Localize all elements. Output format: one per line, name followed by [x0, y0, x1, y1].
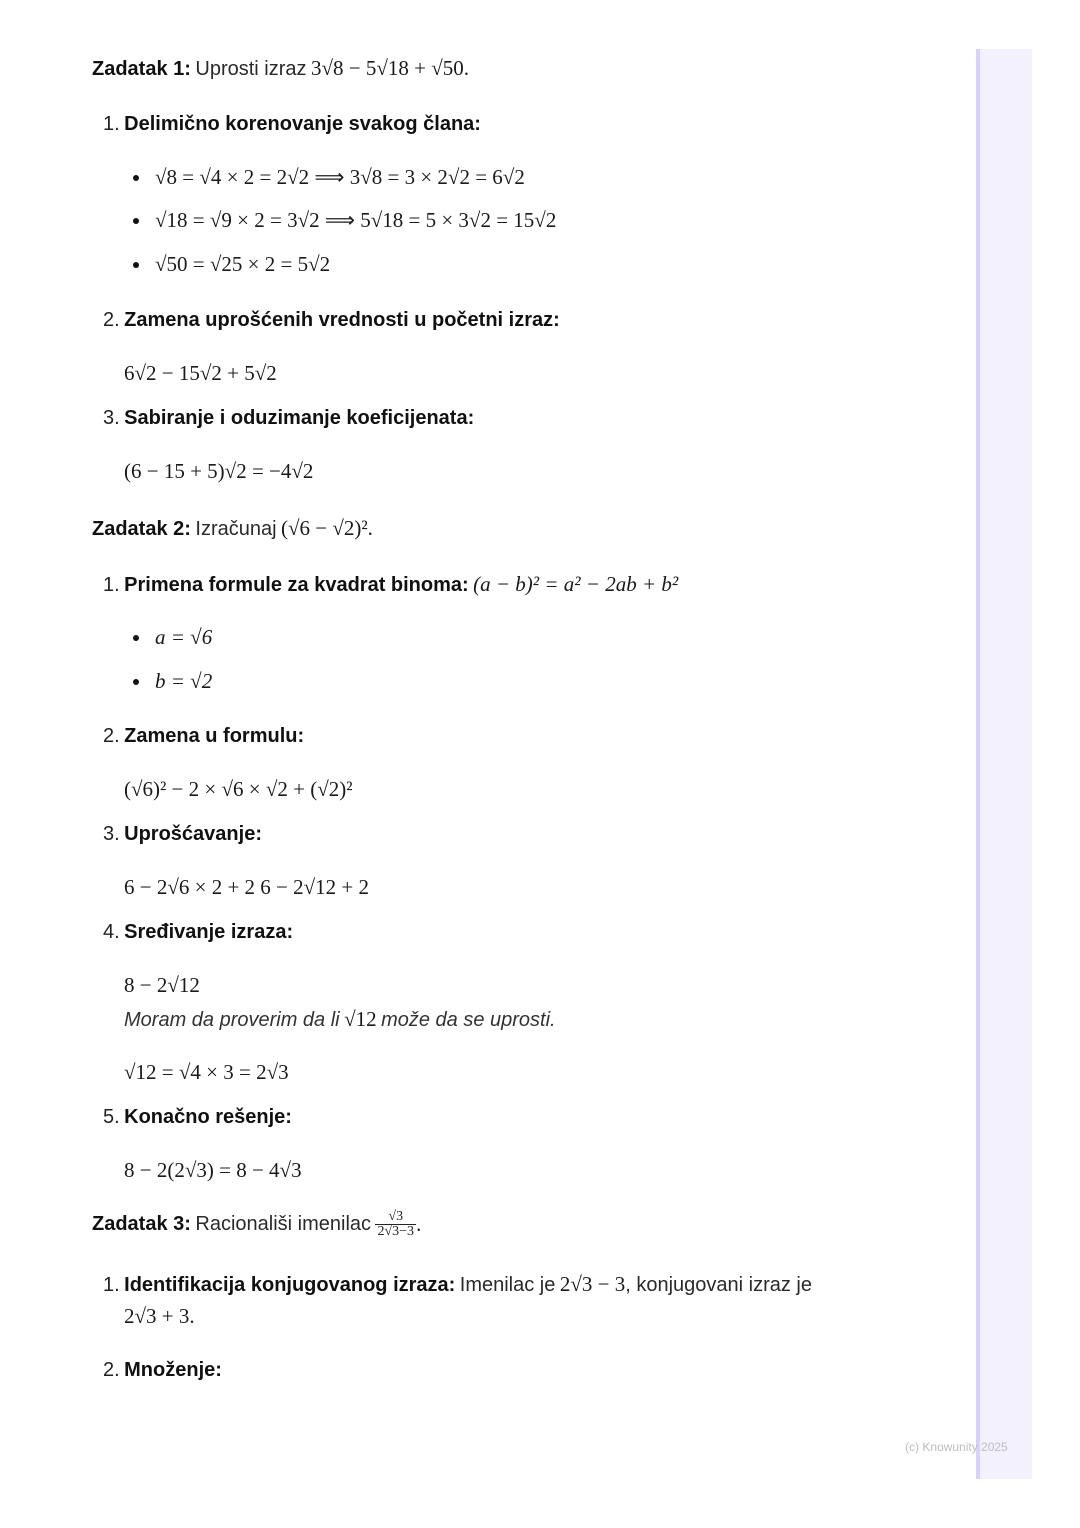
step-number: 1.	[103, 113, 120, 135]
math-expression: 6√2 − 15√2 + 5√2	[124, 361, 277, 385]
note-text: može da se uprosti.	[381, 1009, 556, 1031]
step-title: Množenje:	[124, 1359, 222, 1381]
task-1-expression: 3√8 − 5√18 + √50.	[310, 56, 469, 80]
task-1-text: Uprosti izraz	[195, 58, 307, 80]
task-2-step-3-expression	[124, 875, 369, 900]
task-3-fraction	[375, 1210, 416, 1239]
step-title: Uprošćavanje:	[124, 823, 262, 845]
note-text: Moram da proverim da li	[124, 1009, 340, 1031]
fraction-numerator: √3	[375, 1210, 416, 1225]
task-2-step-4-simplify	[124, 1060, 289, 1085]
task-2-expression: (√6 − √2)².	[281, 516, 373, 540]
step-number: 2.	[103, 1359, 120, 1381]
bullet-expression: √18 = √9 × 2 = 3√2 ⟹ 5√18 = 5 × 3√2 = 15√2	[155, 208, 557, 232]
task-3-step-2	[103, 1359, 222, 1382]
step-title: Sabiranje i oduzimanje koeficijenata:	[124, 407, 475, 429]
step-number: 5.	[103, 1106, 120, 1128]
step-number: 2.	[103, 725, 120, 747]
task-1-bullet-3	[133, 252, 330, 277]
task-1-bullet-2	[133, 208, 556, 233]
task-3-label: Zadatak 3:	[92, 1213, 191, 1235]
step-number: 4.	[103, 921, 120, 943]
period: .	[416, 1212, 422, 1236]
step-number: 2.	[103, 309, 120, 331]
step-number: 3.	[103, 823, 120, 845]
step-title: Delimično korenovanje svakog člana:	[124, 113, 481, 135]
note-math: √12	[344, 1007, 377, 1031]
step-text: , konjugovani izraz je	[625, 1274, 812, 1296]
math-expression: √12 = √4 × 3 = 2√3	[124, 1060, 289, 1084]
step-text: Imenilac je	[459, 1274, 556, 1296]
bullet-icon	[133, 262, 139, 268]
bullet-expression: √8 = √4 × 2 = 2√2 ⟹ 3√8 = 3 × 2√2 = 6√2	[155, 165, 525, 189]
bullet-expression: b = √2	[155, 669, 213, 693]
task-1-step-2-expression	[124, 361, 277, 386]
task-2-step-4	[103, 921, 293, 944]
step-number: 1.	[103, 574, 120, 596]
task-2-heading	[92, 516, 373, 541]
task-1-step-1	[103, 113, 481, 136]
task-2-label: Zadatak 2:	[92, 518, 191, 540]
task-1-step-3	[103, 407, 474, 430]
bullet-expression: √50 = √25 × 2 = 5√2	[155, 252, 331, 276]
math-expression: 8 − 2(2√3) = 8 − 4√3	[124, 1158, 302, 1182]
step-number: 3.	[103, 407, 120, 429]
copyright-watermark: (c) Knowunity 2025	[905, 1440, 1008, 1454]
bullet-icon	[133, 175, 139, 181]
step-title: Identifikacija konjugovanog izraza:	[124, 1274, 456, 1296]
task-3-heading	[92, 1210, 421, 1239]
step-title: Sređivanje izraza:	[124, 921, 294, 943]
task-1-step-2	[103, 309, 560, 332]
task-1-bullet-1	[133, 165, 525, 190]
page-margin-panel	[976, 49, 1032, 1479]
task-2-bullet-1	[133, 625, 212, 650]
task-2-note	[124, 1007, 556, 1032]
step-title: Primena formule za kvadrat binoma:	[124, 574, 469, 596]
math-expression: 6 − 2√6 × 2 + 2 6 − 2√12 + 2	[124, 875, 370, 899]
task-2-step-4-expression	[124, 973, 200, 998]
task-3-step-1	[103, 1272, 812, 1297]
task-3-text: Racionališi imenilac	[195, 1213, 372, 1235]
bullet-expression: a = √6	[155, 625, 213, 649]
task-2-text: Izračunaj	[195, 518, 277, 540]
task-1-step-3-expression	[124, 459, 313, 484]
step-number: 1.	[103, 1274, 120, 1296]
denominator-expression: 2√3 − 3	[559, 1272, 626, 1296]
fraction-denominator: 2√3−3	[377, 1224, 415, 1239]
step-title: Konačno rešenje:	[124, 1106, 292, 1128]
binomial-formula: (a − b)² = a² − 2ab + b²	[473, 572, 679, 596]
task-2-step-5	[103, 1106, 292, 1129]
task-2-step-2-expression	[124, 777, 353, 802]
task-2-bullet-2	[133, 669, 212, 694]
task-2-step-3	[103, 823, 262, 846]
page-margin-accent-line	[976, 49, 980, 1479]
task-2-step-2	[103, 725, 304, 748]
math-expression: 8 − 2√12	[124, 973, 200, 997]
task-1-label: Zadatak 1:	[92, 58, 191, 80]
task-3-conjugate	[124, 1304, 195, 1329]
conjugate-expression: 2√3 + 3.	[124, 1304, 195, 1328]
step-title: Zamena uprošćenih vrednosti u početni izraz:	[124, 309, 560, 331]
bullet-icon	[133, 218, 139, 224]
math-expression: (6 − 15 + 5)√2 = −4√2	[124, 459, 314, 483]
bullet-icon	[133, 635, 139, 641]
math-expression: (√6)² − 2 × √6 × √2 + (√2)²	[124, 777, 353, 801]
bullet-icon	[133, 679, 139, 685]
task-2-final-result	[124, 1158, 302, 1183]
task-2-step-1	[103, 572, 678, 597]
task-1-heading	[92, 56, 469, 81]
step-title: Zamena u formulu:	[124, 725, 305, 747]
